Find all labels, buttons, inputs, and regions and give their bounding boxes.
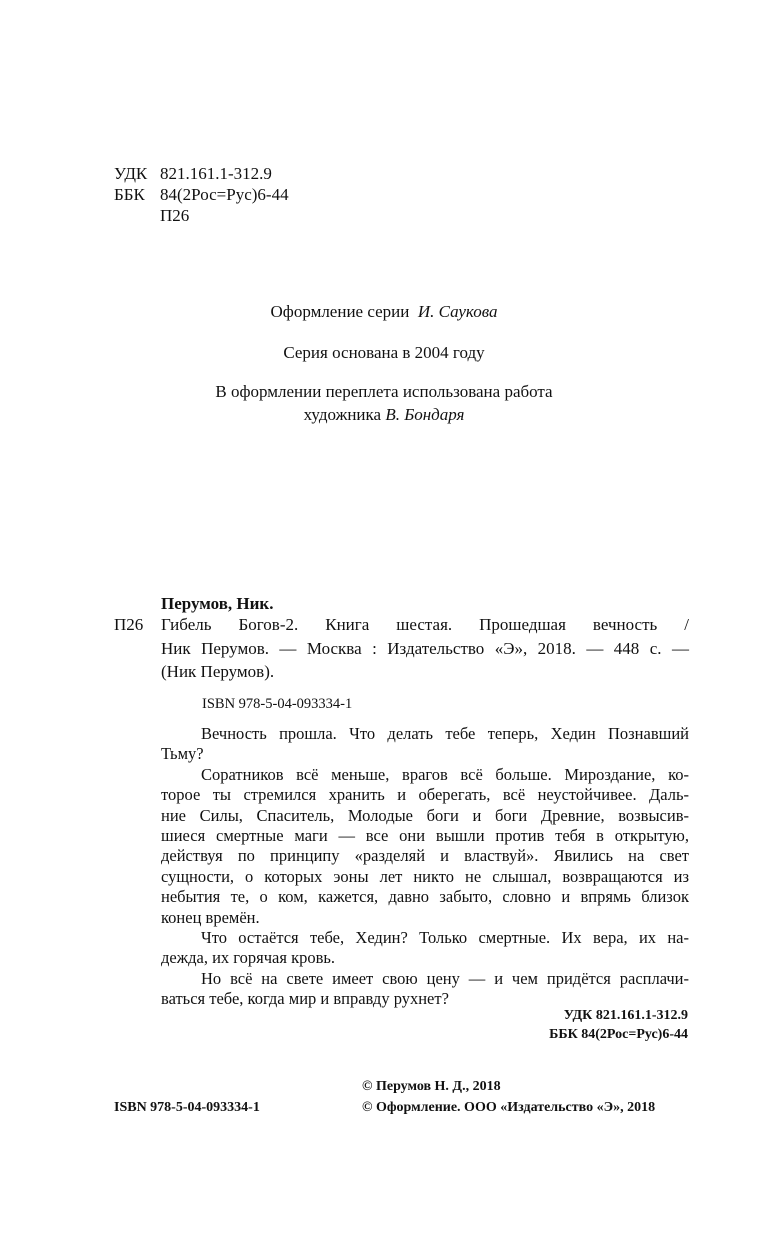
annotation-paragraph-2 [161, 765, 689, 928]
footer-isbn: ISBN 978-5-04-093334-1 [114, 1100, 260, 1115]
series-design-prefix: Оформление серии [270, 302, 410, 321]
annotation-line: Тьму? [161, 744, 204, 764]
annotation-paragraph-3 [161, 928, 689, 969]
annotation-line: Что остаётся тебе, Хедин? Только смертные. Их вера, их на- [201, 928, 689, 948]
binding-prefix: художника [303, 405, 382, 424]
annotation-line: конец времён. [161, 907, 260, 927]
udk-bold: УДК 821.161.1-312.9 [563, 1008, 688, 1023]
annotation-line: шиеся смертные маги — все они вышли против тебя в открытую, [161, 826, 689, 846]
bib-desc-line2: Ник Перумов. — Москва : Издательство «Э», 2018. — 448 с. — [161, 639, 689, 658]
annotation-line: ние Силы, Спаситель, Молодые боги и боги Древние, возвысив- [161, 805, 689, 825]
udk-label: УДК [114, 164, 148, 183]
bib-desc-line1: Гибель Богов-2. Книга шестая. Прошедшая вечность / [161, 615, 689, 634]
bib-desc-line3: (Ник Перумов). [161, 662, 275, 681]
copyright-author: © Перумов Н. Д., 2018 [362, 1079, 501, 1094]
annotation-line: Соратников всё меньше, врагов всё больше. Мироздание, ко- [201, 764, 689, 784]
annotation-paragraph-4 [161, 969, 689, 1010]
bbk-label: ББК [114, 185, 145, 204]
annotation-line: Вечность прошла. Что делать тебе теперь, Хедин Познавший [201, 724, 689, 743]
copyright-design: © Оформление. ООО «Издательство «Э», 2018 [362, 1100, 656, 1115]
series-design-line [0, 301, 768, 322]
series-founded: Серия основана в 2004 году [283, 343, 485, 362]
annotation-line: торое ты стремился хранить и оберегать, всё неустойчивее. Даль- [161, 785, 689, 805]
annotation [161, 724, 689, 1010]
annotation-line: дежда, их горячая кровь. [161, 948, 336, 968]
annotation-line: Но всё на свете имеет свою цену — и чем придётся расплачи- [201, 968, 689, 988]
annotation-paragraph-1 [161, 724, 689, 765]
author-sign: П26 [160, 206, 190, 225]
bib-isbn: ISBN 978-5-04-093334-1 [202, 696, 353, 712]
bbk-bold: ББК 84(2Рос=Рус)6-44 [549, 1027, 688, 1042]
annotation-line: небытия те, о ком, кажется, давно забыто, словно и впрямь близок [161, 887, 689, 907]
binding-name: В. Бондаря [385, 405, 465, 424]
annotation-line: ваться тебе, когда мир и вправду рухнет? [161, 989, 449, 1009]
udk-value: 821.161.1-312.9 [160, 164, 272, 183]
annotation-line: сущности, о которых эоны лет никто не слышал, возвращаются из [161, 866, 689, 886]
bbk-value: 84(2Рос=Рус)6-44 [160, 185, 289, 204]
binding-line1: В оформлении переплета использована работа [215, 382, 553, 401]
annotation-line: действуя по принципу «разделяй и властвуй». Явились на свет [161, 846, 689, 866]
binding-line2 [0, 404, 768, 425]
bib-author: Перумов, Ник. [161, 594, 274, 613]
bib-sign: П26 [114, 615, 144, 634]
series-design-name: И. Саукова [417, 302, 498, 321]
